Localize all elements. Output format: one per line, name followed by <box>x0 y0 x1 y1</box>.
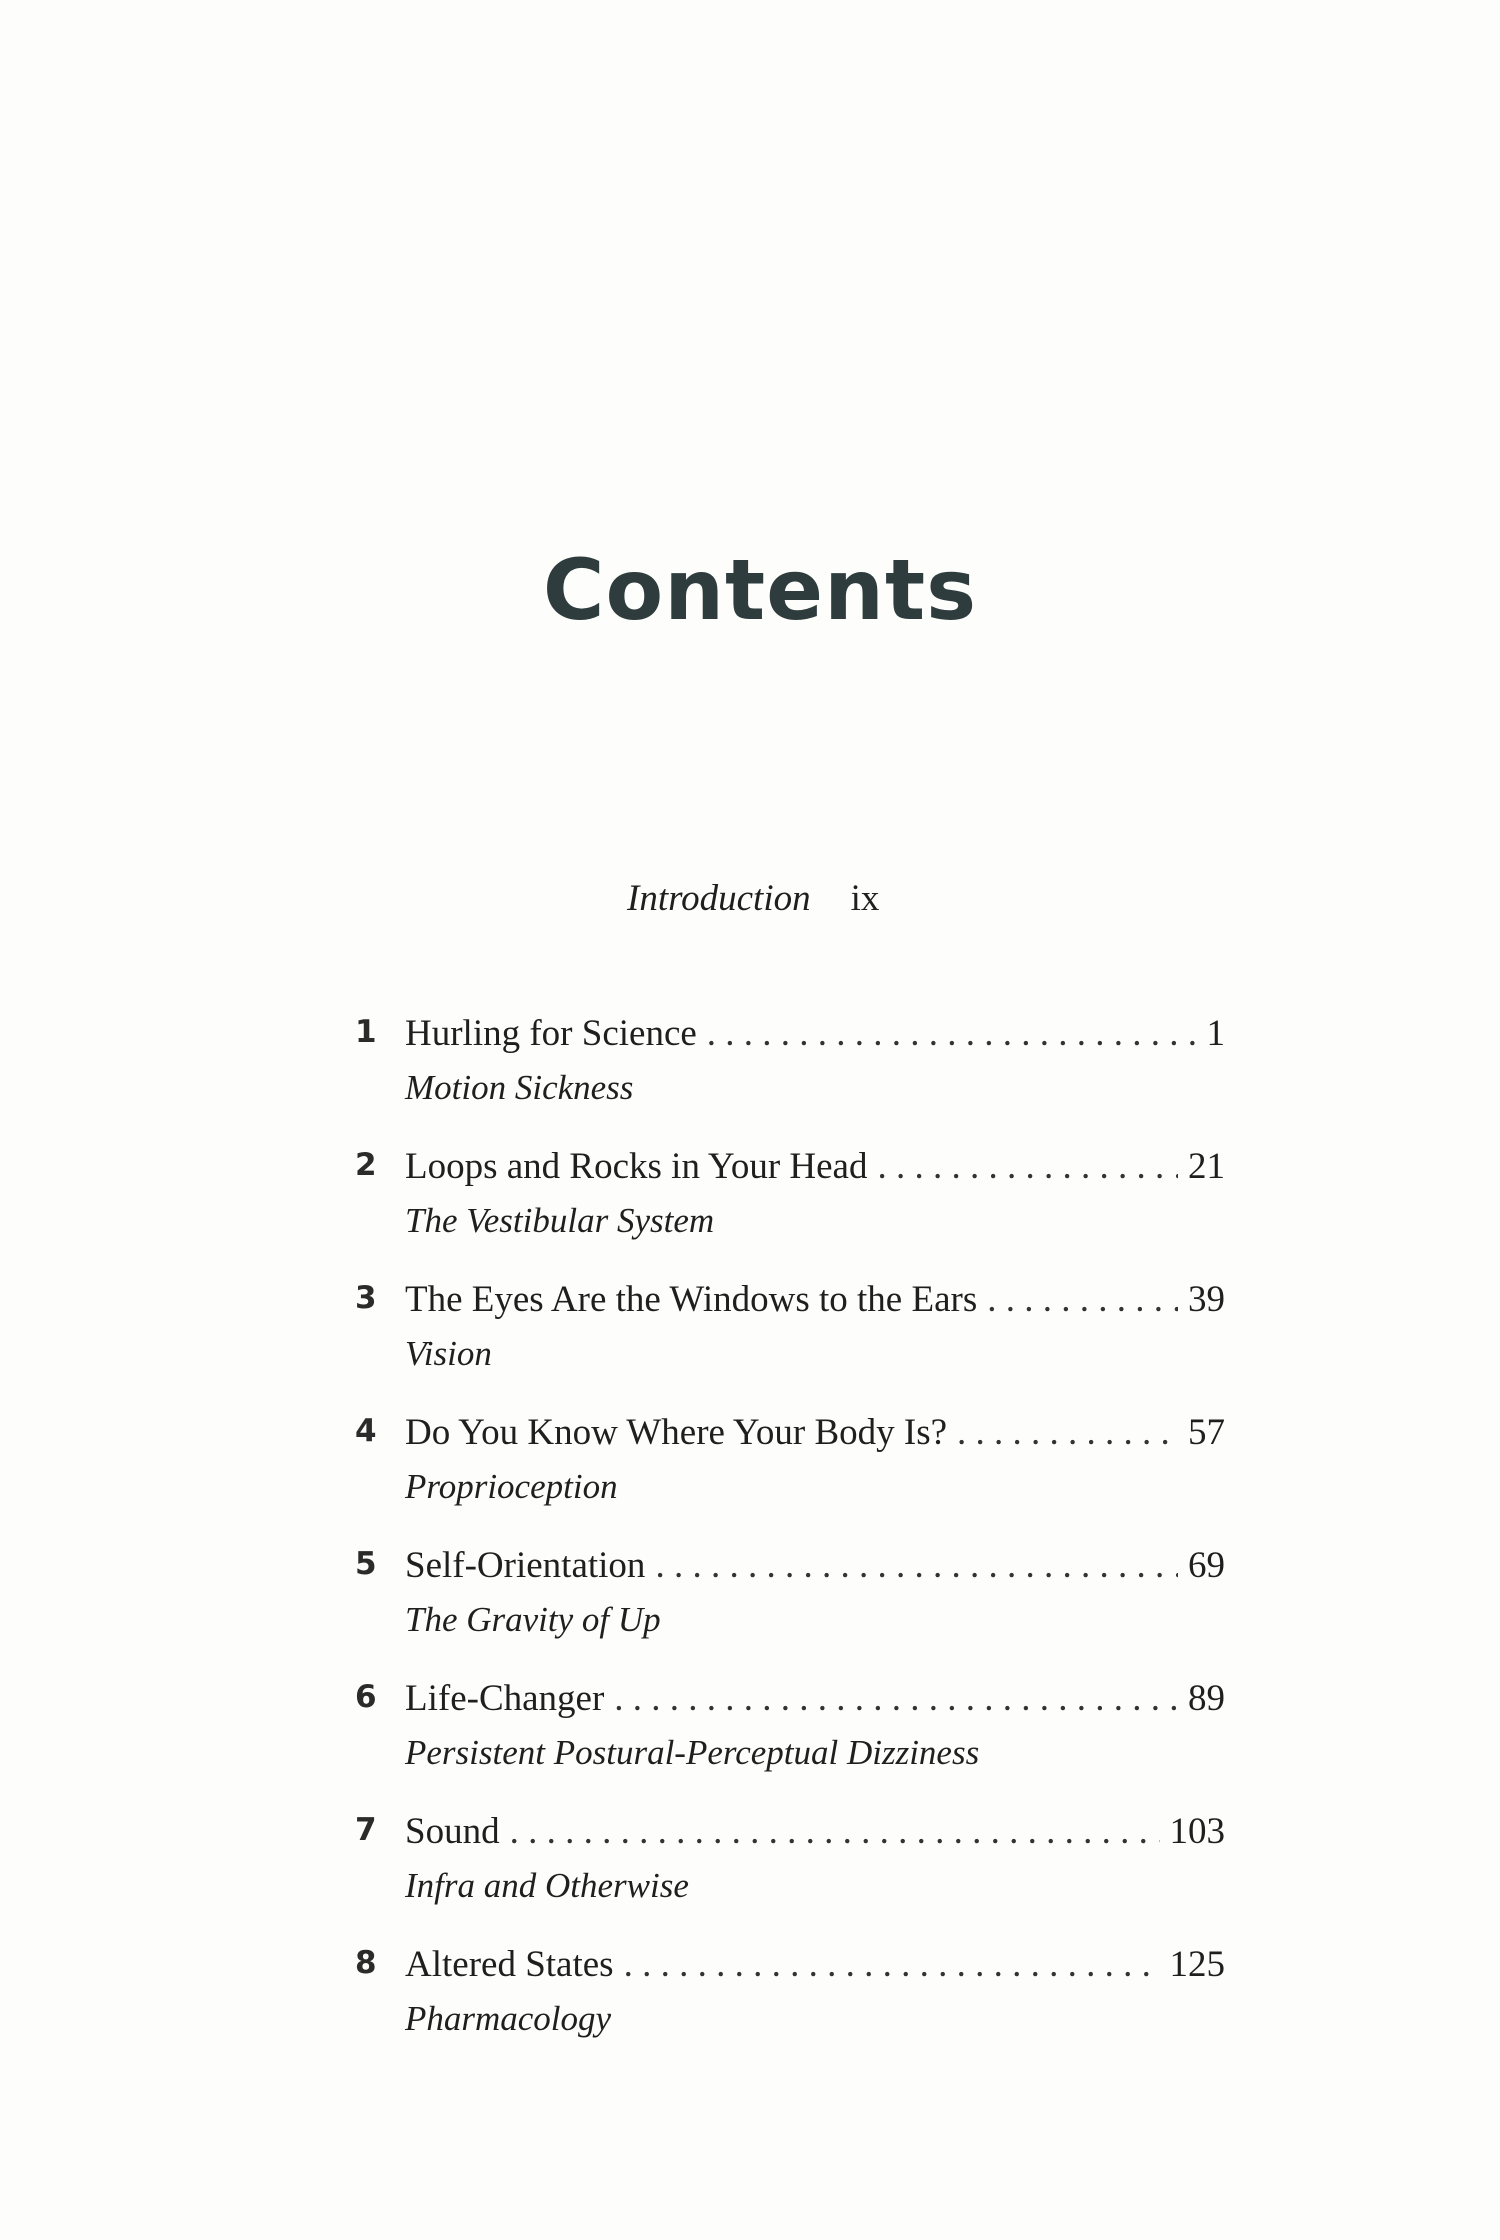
chapter-page-number: 69 <box>1188 1545 1225 1586</box>
chapter-line <box>405 1813 1225 1850</box>
toc-introduction[interactable] <box>627 880 879 917</box>
chapter-number: 7 <box>355 1812 377 1848</box>
chapter-line <box>405 1148 1225 1185</box>
dot-leader <box>510 1813 1160 1850</box>
toc-entry-4[interactable] <box>355 1414 1225 1547</box>
chapter-title: Do You Know Where Your Body Is? <box>405 1412 948 1453</box>
chapter-page-number: 1 <box>1206 1013 1225 1054</box>
chapter-title: Hurling for Science <box>405 1013 697 1054</box>
chapter-subtitle: Motion Sickness <box>405 1068 634 1107</box>
chapter-number: 6 <box>355 1679 377 1715</box>
chapter-number: 4 <box>355 1413 377 1449</box>
toc-entry-1[interactable] <box>355 1015 1225 1148</box>
chapter-page-number: 103 <box>1169 1811 1225 1852</box>
dot-leader <box>987 1281 1178 1318</box>
chapter-subtitle: The Gravity of Up <box>405 1600 661 1639</box>
chapter-number: 2 <box>355 1147 377 1183</box>
chapter-title: Loops and Rocks in Your Head <box>405 1146 868 1187</box>
chapter-title: The Eyes Are the Windows to the Ears <box>405 1279 978 1320</box>
introduction-label: Introduction <box>627 878 811 919</box>
chapter-line <box>405 1680 1225 1717</box>
chapter-title: Sound <box>405 1811 500 1852</box>
chapter-subtitle: Infra and Otherwise <box>405 1866 689 1905</box>
dot-leader <box>624 1946 1160 1983</box>
chapter-page-number: 57 <box>1188 1412 1225 1453</box>
chapter-line <box>405 1946 1225 1983</box>
page-title: Contents <box>542 541 978 639</box>
dot-leader <box>877 1148 1178 1185</box>
chapter-number: 8 <box>355 1945 377 1981</box>
chapter-subtitle: Pharmacology <box>405 1999 612 2038</box>
chapter-number: 5 <box>355 1546 377 1582</box>
chapter-line <box>405 1414 1225 1451</box>
chapter-subtitle: Proprioception <box>405 1467 618 1506</box>
chapter-number: 1 <box>355 1014 377 1050</box>
chapter-title: Life-Changer <box>405 1678 605 1719</box>
toc-entry-3[interactable] <box>355 1281 1225 1414</box>
chapter-line <box>405 1547 1225 1584</box>
toc-entry-8[interactable] <box>355 1946 1225 2079</box>
chapter-subtitle: Persistent Postural-Perceptual Dizziness <box>405 1733 980 1772</box>
dot-leader <box>614 1680 1178 1717</box>
chapter-page-number: 39 <box>1188 1279 1225 1320</box>
chapter-page-number: 89 <box>1188 1678 1225 1719</box>
chapter-line <box>405 1015 1225 1052</box>
chapter-number: 3 <box>355 1280 377 1316</box>
dot-leader <box>655 1547 1178 1584</box>
chapter-subtitle: Vision <box>405 1334 492 1373</box>
toc-entry-6[interactable] <box>355 1680 1225 1813</box>
chapter-subtitle: The Vestibular System <box>405 1201 715 1240</box>
chapter-title: Altered States <box>405 1944 614 1985</box>
toc-entry-2[interactable] <box>355 1148 1225 1281</box>
chapter-page-number: 21 <box>1188 1146 1225 1187</box>
toc-entry-5[interactable] <box>355 1547 1225 1680</box>
chapter-line <box>405 1281 1225 1318</box>
chapter-title: Self-Orientation <box>405 1545 646 1586</box>
table-of-contents <box>355 1015 1225 2079</box>
introduction-page-number: ix <box>850 878 880 919</box>
dot-leader <box>707 1015 1197 1052</box>
dot-leader <box>957 1414 1178 1451</box>
toc-entry-7[interactable] <box>355 1813 1225 1946</box>
chapter-page-number: 125 <box>1169 1944 1225 1985</box>
